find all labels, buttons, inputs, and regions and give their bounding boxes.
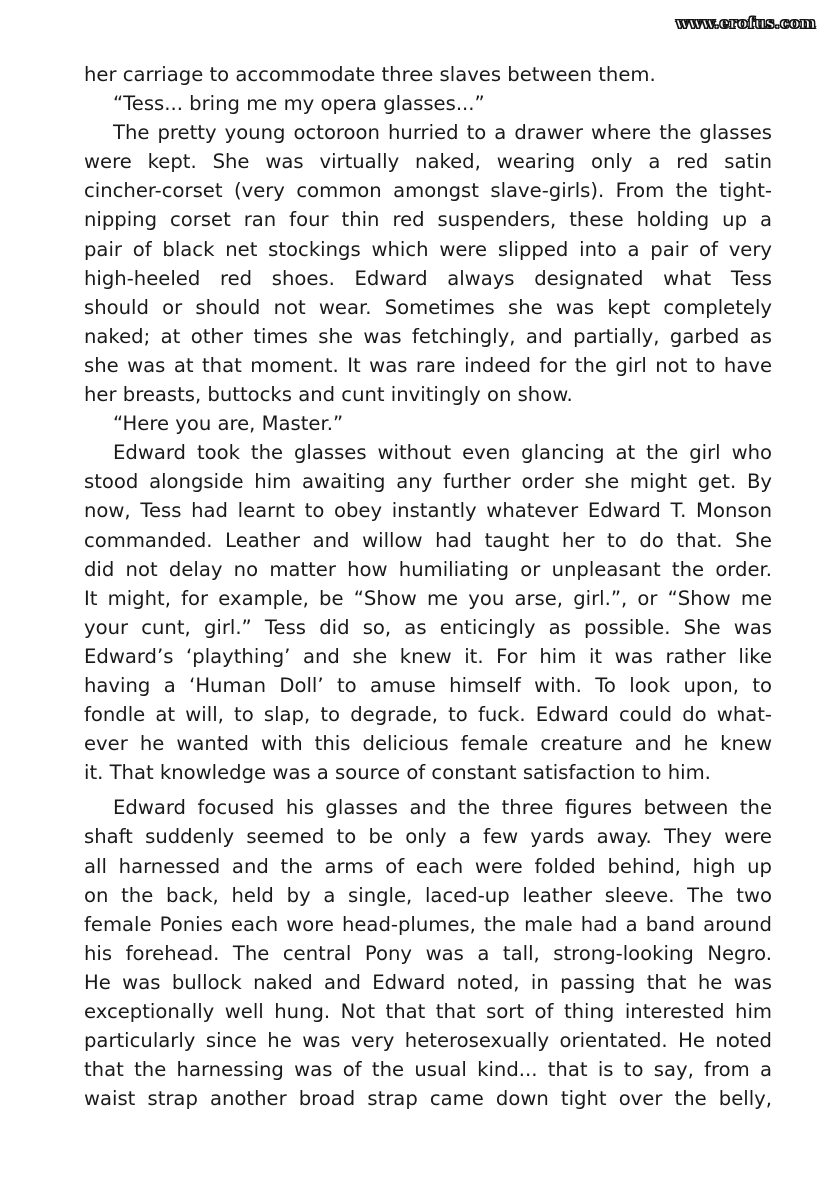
text-line: nipping corset ran four thin red suspenders, these holding up a	[84, 208, 772, 232]
text-line: having a ‘Human Doll’ to amuse himself with. To look upon, to	[84, 673, 772, 697]
text-line: now, Tess had learnt to obey instantly whatever Edward T. Monson	[84, 499, 772, 523]
text-line: her carriage to accommodate three slaves between them.	[84, 63, 656, 86]
text-line: cincher-corset (very common amongst slave-girls). From the tight-	[84, 179, 772, 203]
text-line: pair of black net stockings which were slipped into a pair of very	[84, 237, 772, 261]
text-line: on the back, held by a single, laced-up leather sleeve. The two	[84, 883, 772, 907]
text-line: commanded. Leather and willow had taught her to do that. She	[84, 528, 772, 552]
paragraph	[84, 438, 772, 787]
text-line: his forehead. The central Pony was a tall, strong-looking Negro.	[84, 941, 772, 965]
text-line: Edward focused his glasses and the three figures between the	[113, 796, 772, 820]
text-line: were kept. She was virtually naked, wearing only a red satin	[84, 150, 772, 174]
text-line: The pretty young octoroon hurried to a drawer where the glasses	[113, 121, 772, 145]
text-line: stood alongside him awaiting any further order she might get. By	[84, 470, 772, 494]
text-line: she was at that moment. It was rare indeed for the girl not to have	[84, 353, 772, 377]
text-line: “Here you are, Master.”	[113, 412, 344, 436]
paragraph	[84, 793, 772, 1113]
text-line: It might, for example, be “Show me you arse, girl.”, or “Show me	[84, 586, 772, 610]
text-line: her breasts, buttocks and cunt invitingly on show.	[84, 383, 573, 407]
paragraph	[84, 60, 772, 89]
text-line: female Ponies each wore head-plumes, the male had a band around	[84, 912, 772, 936]
site-watermark: www.erofus.com	[675, 14, 816, 32]
text-line: should or should not wear. Sometimes she was kept completely	[84, 295, 772, 319]
text-line: Edward’s ‘plaything’ and she knew it. For him it was rather like	[84, 644, 772, 668]
text-line: that the harnessing was of the usual kind... that is to say, from a	[84, 1058, 772, 1082]
text-line: waist strap another broad strap came down tight over the belly,	[84, 1087, 772, 1111]
text-line: all harnessed and the arms of each were folded behind, high up	[84, 854, 772, 878]
text-line: ever he wanted with this delicious female creature and he knew	[84, 732, 772, 756]
book-page	[84, 60, 772, 1113]
text-line: particularly since he was very heterosexually orientated. He noted	[84, 1029, 772, 1053]
paragraph	[84, 409, 772, 438]
text-line: naked; at other times she was fetchingly, and partially, garbed as	[84, 324, 772, 348]
text-line: did not delay no matter how humiliating or unpleasant the order.	[84, 557, 772, 581]
text-line: your cunt, girl.” Tess did so, as enticingly as possible. She was	[84, 615, 772, 639]
paragraph	[84, 118, 772, 409]
text-line: high-heeled red shoes. Edward always designated what Tess	[84, 266, 772, 290]
text-line: it. That knowledge was a source of constant satisfaction to him.	[84, 761, 711, 785]
text-line: fondle at will, to slap, to degrade, to fuck. Edward could do what-	[84, 703, 772, 727]
text-line: Edward took the glasses without even glancing at the girl who	[113, 441, 772, 465]
paragraph	[84, 89, 772, 118]
text-line: “Tess... bring me my opera glasses...”	[113, 92, 485, 116]
text-line: shaft suddenly seemed to be only a few yards away. They were	[84, 825, 772, 849]
text-line: exceptionally well hung. Not that that sort of thing interested him	[84, 1000, 772, 1023]
text-line: He was bullock naked and Edward noted, in passing that he was	[84, 970, 772, 994]
